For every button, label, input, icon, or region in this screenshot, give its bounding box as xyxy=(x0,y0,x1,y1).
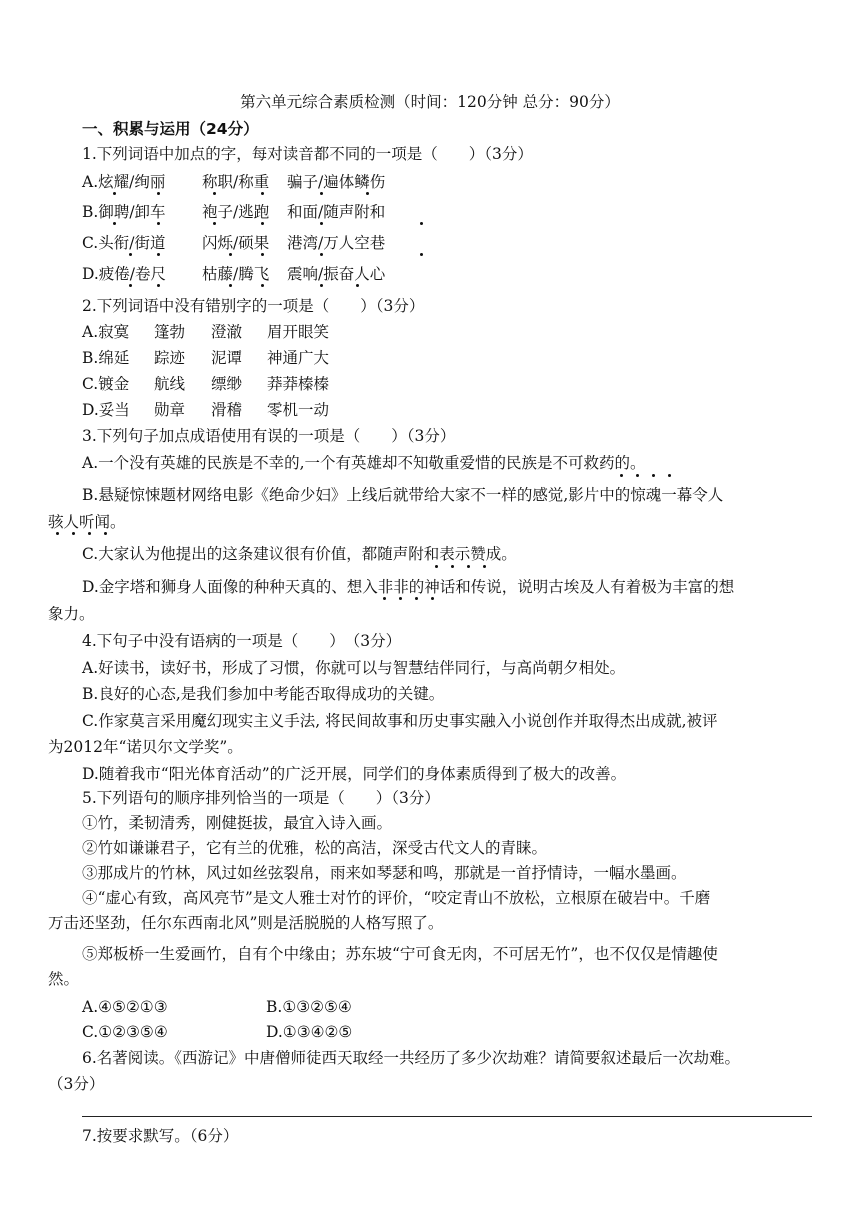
question-7-stem: 7.按要求默写。（6分） xyxy=(82,1127,239,1145)
emphasis-dot xyxy=(56,532,59,535)
emphasis-dot xyxy=(88,532,91,535)
question-2-option-a xyxy=(82,320,329,344)
question-1-stem: 1.下列词语中加点的字，每对读音都不同的一项是（ ）（3分） xyxy=(82,145,533,163)
question-1-option-b xyxy=(82,200,385,224)
emphasis-dot xyxy=(157,222,160,225)
emphasis-dot xyxy=(467,565,470,568)
emphasis-dot xyxy=(356,284,359,287)
sentence-1: ①竹，柔韧清秀，刚健挺拔，最宜入诗入画。 xyxy=(82,814,393,832)
question-1-option-a xyxy=(82,170,385,194)
question-2-stem: 2.下列词语中没有错别字的一项是（ ）（3分） xyxy=(82,297,425,315)
emphasis-dot xyxy=(431,597,434,600)
question-6-stem: 6.名著阅读。《西游记》中唐僧师徒西天取经一共经历了多少次劫难？请简要叙述最后一次劫难。 xyxy=(82,1049,741,1067)
word-pair: C.头衔/街道 xyxy=(82,234,166,252)
question-3-option-b-cont: 骇人听闻。 xyxy=(48,513,126,531)
question-4-option-b: B.良好的心态,是我们参加中考能否取得成功的关键。 xyxy=(82,685,445,703)
question-5-option-a: A.④⑤②①③ xyxy=(82,998,168,1016)
question-5-option-c: C.①②③⑤④ xyxy=(82,1023,168,1041)
emphasis-dot xyxy=(415,597,418,600)
emphasis-dot xyxy=(72,532,75,535)
word-pair: B.御聘/卸车 xyxy=(82,203,166,221)
question-3-option-d: D.金字塔和狮身人面像的种种天真的、想入非非的神话和传说，说明古埃及人有着极为丰富的想 xyxy=(82,578,735,596)
word-pair: 港湾/万人空巷 xyxy=(287,234,386,252)
emphasis-dot xyxy=(157,192,160,195)
word: 滑稽 xyxy=(211,401,243,419)
word-pair: 和面/随声附和 xyxy=(287,203,386,221)
emphasis-dot xyxy=(113,192,116,195)
emphasis-dot xyxy=(620,474,623,477)
emphasis-dot xyxy=(157,253,160,256)
emphasis-dot xyxy=(261,222,264,225)
word: 莽莽榛榛 xyxy=(267,375,330,393)
emphasis-dot xyxy=(320,222,323,225)
answer-line xyxy=(82,1116,812,1117)
emphasis-dot xyxy=(129,253,132,256)
question-4-stem: 4.下句子中没有语病的一项是（ ） （3分） xyxy=(82,632,402,650)
word: 零机一动 xyxy=(267,401,330,419)
question-2-option-b xyxy=(82,346,329,370)
question-3-option-c: C.大家认为他提出的这条建议很有价值，都随声附和表示赞成。 xyxy=(82,545,517,563)
word-pair: 闪烁/硕果 xyxy=(202,234,270,252)
sentence-4-cont: 万击还坚劲，任尔东西南北风”则是活脱脱的人格写照了。 xyxy=(48,914,444,932)
question-3-option-a: A.一个没有英雄的民族是不幸的,一个有英雄却不知敬重爱惜的民族是不可救药的。 xyxy=(82,454,646,472)
emphasis-dot xyxy=(129,284,132,287)
word-pair: 震响/振奋人心 xyxy=(287,265,386,283)
emphasis-dot xyxy=(420,222,423,225)
sentence-5: ⑤郑板桥一生爱画竹，自有个中缘由；苏东坡“宁可食无肉，不可居无竹”，也不仅仅是情趣使 xyxy=(82,945,718,963)
question-4-option-a: A.好读书，读好书，形成了习惯，你就可以与智慧结伴同行，与高尚朝夕相处。 xyxy=(82,659,626,677)
emphasis-dot xyxy=(113,222,116,225)
question-6-stem-cont: （3分） xyxy=(48,1075,105,1093)
word: 踪迹 xyxy=(154,349,186,367)
emphasis-dot xyxy=(157,284,160,287)
page-title: 第六单元综合素质检测（时间：120分钟 总分：90分） xyxy=(240,93,620,111)
emphasis-dot xyxy=(451,565,454,568)
word: 篷勃 xyxy=(154,323,186,341)
question-4-option-c: C.作家莫言采用魔幻现实主义手法, 将民间故事和历史事实融入小说创作并取得杰出成就,被评 xyxy=(82,712,718,730)
emphasis-dot xyxy=(652,474,655,477)
sentence-5-cont: 然。 xyxy=(48,970,80,988)
question-2-option-c xyxy=(82,372,329,396)
word: D.妥当 xyxy=(82,401,130,419)
emphasis-dot xyxy=(366,192,369,195)
question-1-option-c xyxy=(82,231,385,255)
sentence-4: ④“虚心有致，高风亮节”是文人雅士对竹的评价，“咬定青山不放松，立根原在破岩中。千磨 xyxy=(82,889,711,907)
sentence-3: ③那成片的竹林，风过如丝弦裂帛，雨来如琴瑟和鸣，那就是一首抒情诗，一幅水墨画。 xyxy=(82,864,687,882)
emphasis-dot xyxy=(104,532,107,535)
emphasis-dot xyxy=(435,565,438,568)
word: C.镀金 xyxy=(82,375,130,393)
word-pair: D.疲倦/卷尺 xyxy=(82,265,167,283)
emphasis-dot xyxy=(213,222,216,225)
emphasis-dot xyxy=(229,284,232,287)
emphasis-dot xyxy=(483,565,486,568)
word: A.寂寞 xyxy=(82,323,130,341)
word-pair: 袍子/逃跑 xyxy=(202,203,270,221)
emphasis-dot xyxy=(229,253,232,256)
word-pair: 枯藤/腾飞 xyxy=(202,265,270,283)
emphasis-dot xyxy=(399,597,402,600)
word: B.绵延 xyxy=(82,349,130,367)
emphasis-dot xyxy=(213,192,216,195)
word-pair: 称职/称重 xyxy=(202,173,270,191)
emphasis-dot xyxy=(320,253,323,256)
emphasis-dot xyxy=(420,253,423,256)
word: 缥缈 xyxy=(211,375,243,393)
emphasis-dot xyxy=(383,597,386,600)
emphasis-dot xyxy=(636,474,639,477)
emphasis-dot xyxy=(320,284,323,287)
question-2-option-d xyxy=(82,398,329,422)
word: 眉开眼笑 xyxy=(267,323,330,341)
emphasis-dot xyxy=(261,192,264,195)
question-4-option-c-cont: 为2012年“诺贝尔文学奖”。 xyxy=(48,738,243,756)
question-3-option-d-cont: 象力。 xyxy=(48,605,95,623)
word: 神通广大 xyxy=(267,349,330,367)
question-3-stem: 3.下列句子加点成语使用有误的一项是（ ）（3分） xyxy=(82,427,456,445)
word: 航线 xyxy=(154,375,186,393)
word-pair: 骗子/遍体鳞伤 xyxy=(287,173,386,191)
emphasis-dot xyxy=(668,474,671,477)
word: 澄澈 xyxy=(211,323,243,341)
sentence-2: ②竹如谦谦君子，它有兰的优雅，松的高洁，深受古代文人的青睐。 xyxy=(82,839,548,857)
question-4-option-d: D.随着我市“阳光体育活动”的广泛开展，同学们的身体素质得到了极大的改善。 xyxy=(82,765,627,783)
question-5-option-d: D.①③④②⑤ xyxy=(266,1023,353,1041)
section-heading: 一、积累与运用（24分） xyxy=(82,120,259,138)
word-pair: A.炫耀/绚丽 xyxy=(82,173,166,191)
emphasis-dot xyxy=(261,253,264,256)
emphasis-dot xyxy=(261,284,264,287)
emphasis-dot xyxy=(320,192,323,195)
question-5-stem: 5.下列语句的顺序排列恰当的一项是（ ）（3分） xyxy=(82,789,440,807)
question-3-option-b: B.悬疑惊悚题材网络电影《绝命少妇》上线后就带给大家不一样的感觉,影片中的惊魂一幕令人 xyxy=(82,486,724,504)
word: 泥谭 xyxy=(211,349,243,367)
question-1-option-d xyxy=(82,262,385,286)
word: 勋章 xyxy=(154,401,186,419)
question-5-option-b: B.①③②⑤④ xyxy=(266,998,352,1016)
